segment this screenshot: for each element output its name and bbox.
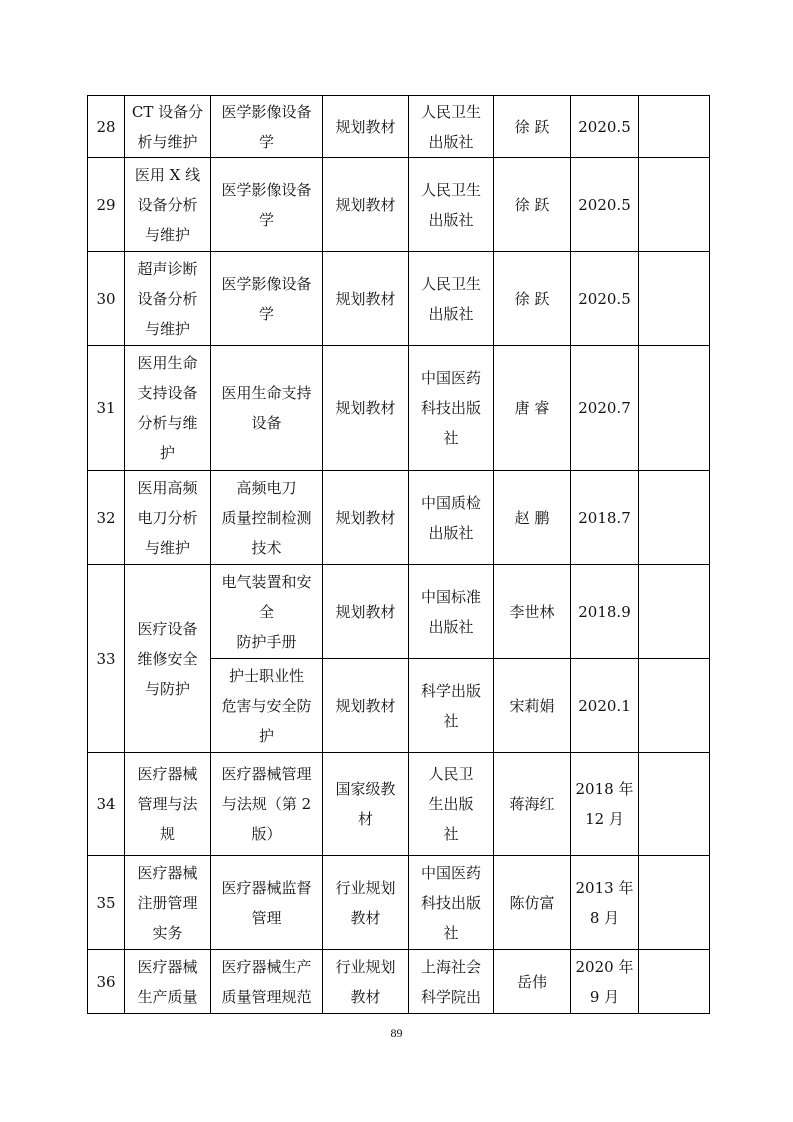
row-number: 36 [88,950,125,1014]
publish-date: 2018 年 12 月 [571,753,639,856]
textbook-type: 国家级教 材 [323,753,409,856]
note [639,753,710,856]
note [639,252,710,346]
course-name: 超声诊断 设备分析 与维护 [125,252,211,346]
textbook-table [87,95,710,1014]
textbook-title: 医疗器械生产 质量管理规范 [211,950,323,1014]
course-name: 医用生命 支持设备 分析与维 护 [125,346,211,471]
textbook-title: 医疗器械管理 与法规（第 2 版） [211,753,323,856]
textbook-title: 医疗器械监督 管理 [211,856,323,950]
author: 陈仿富 [494,856,571,950]
textbook-title: 医学影像设备 学 [211,96,323,158]
publish-date: 2018.7 [571,471,639,565]
publish-date: 2020.1 [571,659,639,753]
table-row [88,565,710,659]
row-number: 34 [88,753,125,856]
publisher: 人民卫生 出版社 [409,96,494,158]
author: 宋莉娟 [494,659,571,753]
publish-date: 2020.7 [571,346,639,471]
table-row [88,158,710,252]
row-number: 28 [88,96,125,158]
author: 李世林 [494,565,571,659]
note [639,96,710,158]
note [639,856,710,950]
note [639,565,710,659]
table-row [88,950,710,1014]
textbook-title: 医学影像设备 学 [211,252,323,346]
publish-date: 2020.5 [571,252,639,346]
textbook-title: 医用生命支持 设备 [211,346,323,471]
table-row [88,471,710,565]
author: 赵 鹏 [494,471,571,565]
course-name: CT 设备分 析与维护 [125,96,211,158]
row-number: 32 [88,471,125,565]
course-name: 医用 X 线 设备分析 与维护 [125,158,211,252]
author: 唐 睿 [494,346,571,471]
publish-date: 2018.9 [571,565,639,659]
publisher: 人民卫生 出版社 [409,158,494,252]
publisher: 人民卫生 出版社 [409,252,494,346]
textbook-title: 电气装置和安 全 防护手册 [211,565,323,659]
publisher: 科学出版 社 [409,659,494,753]
note [639,346,710,471]
publisher: 中国医药 科技出版 社 [409,346,494,471]
author: 蒋海红 [494,753,571,856]
publisher: 中国质检 出版社 [409,471,494,565]
course-name: 医疗器械 生产质量 [125,950,211,1014]
textbook-type: 行业规划 教材 [323,950,409,1014]
publish-date: 2020.5 [571,96,639,158]
table-row [88,252,710,346]
textbook-title: 医学影像设备 学 [211,158,323,252]
course-name: 医疗器械 注册管理 实务 [125,856,211,950]
author: 岳伟 [494,950,571,1014]
textbook-type: 规划教材 [323,565,409,659]
publish-date: 2020.5 [571,158,639,252]
textbook-type: 规划教材 [323,252,409,346]
table-row [88,346,710,471]
publish-date: 2020 年 9 月 [571,950,639,1014]
author: 徐 跃 [494,252,571,346]
note [639,158,710,252]
row-number: 31 [88,346,125,471]
row-number: 30 [88,252,125,346]
note [639,659,710,753]
textbook-type: 规划教材 [323,659,409,753]
course-name: 医疗器械 管理与法 规 [125,753,211,856]
publisher: 人民卫 生出版 社 [409,753,494,856]
author: 徐 跃 [494,158,571,252]
publisher: 上海社会 科学院出 [409,950,494,1014]
course-name: 医疗设备 维修安全 与防护 [125,565,211,753]
textbook-type: 行业规划 教材 [323,856,409,950]
textbook-type: 规划教材 [323,96,409,158]
row-number: 35 [88,856,125,950]
textbook-title: 高频电刀 质量控制检测 技术 [211,471,323,565]
author: 徐 跃 [494,96,571,158]
publisher: 中国标准 出版社 [409,565,494,659]
table-row [88,96,710,158]
page-number: 89 [390,1026,403,1040]
table-row [88,856,710,950]
row-number: 29 [88,158,125,252]
textbook-type: 规划教材 [323,158,409,252]
publisher: 中国医药 科技出版 社 [409,856,494,950]
textbook-type: 规划教材 [323,346,409,471]
publish-date: 2013 年 8 月 [571,856,639,950]
textbook-title: 护士职业性 危害与安全防 护 [211,659,323,753]
note [639,471,710,565]
textbook-type: 规划教材 [323,471,409,565]
table-row [88,753,710,856]
row-number: 33 [88,565,125,753]
course-name: 医用高频 电刀分析 与维护 [125,471,211,565]
note [639,950,710,1014]
